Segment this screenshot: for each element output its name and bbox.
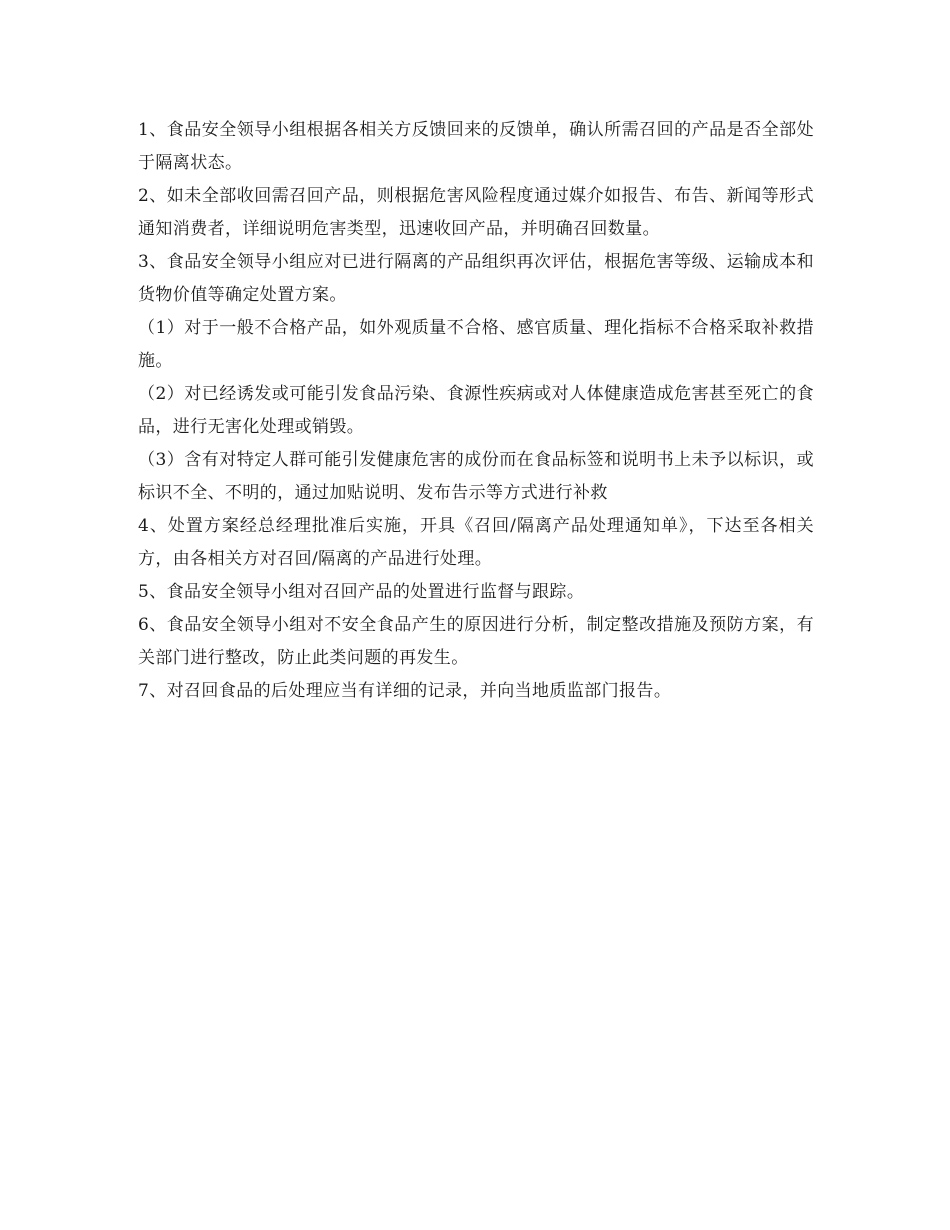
- document-body: [138, 114, 814, 708]
- paragraph-4: 4、处置方案经总经理批准后实施，开具《召回/隔离产品处理通知单》，下达至各相关方，由各相关方对召回/隔离的产品进行处理。: [138, 516, 814, 569]
- paragraph-3-sub-2: （2）对已经诱发或可能引发食品污染、食源性疾病或对人体健康造成危害甚至死亡的食品，进行无害化处理或销毁。: [138, 384, 814, 437]
- paragraph-3-sub-3: （3）含有对特定人群可能引发健康危害的成份而在食品标签和说明书上未予以标识，或标识不全、不明的，通过加贴说明、发布告示等方式进行补救: [138, 450, 814, 503]
- paragraph-2: 2、如未全部收回需召回产品，则根据危害风险程度通过媒介如报告、布告、新闻等形式通知消费者，详细说明危害类型，迅速收回产品，并明确召回数量。: [138, 186, 814, 239]
- paragraph-3-sub-1: （1）对于一般不合格产品，如外观质量不合格、感官质量、理化指标不合格采取补救措施。: [138, 318, 814, 371]
- paragraph-7: 7、对召回食品的后处理应当有详细的记录，并向当地质监部门报告。: [138, 681, 672, 701]
- paragraph-6: 6、食品安全领导小组对不安全食品产生的原因进行分析，制定整改措施及预防方案，有关部门进行整改，防止此类问题的再发生。: [138, 615, 814, 668]
- paragraph-5: 5、食品安全领导小组对召回产品的处置进行监督与跟踪。: [138, 582, 585, 602]
- paragraph-1: 1、食品安全领导小组根据各相关方反馈回来的反馈单，确认所需召回的产品是否全部处于隔离状态。: [138, 120, 814, 173]
- paragraph-3: 3、食品安全领导小组应对已进行隔离的产品组织再次评估，根据危害等级、运输成本和货物价值等确定处置方案。: [138, 252, 814, 305]
